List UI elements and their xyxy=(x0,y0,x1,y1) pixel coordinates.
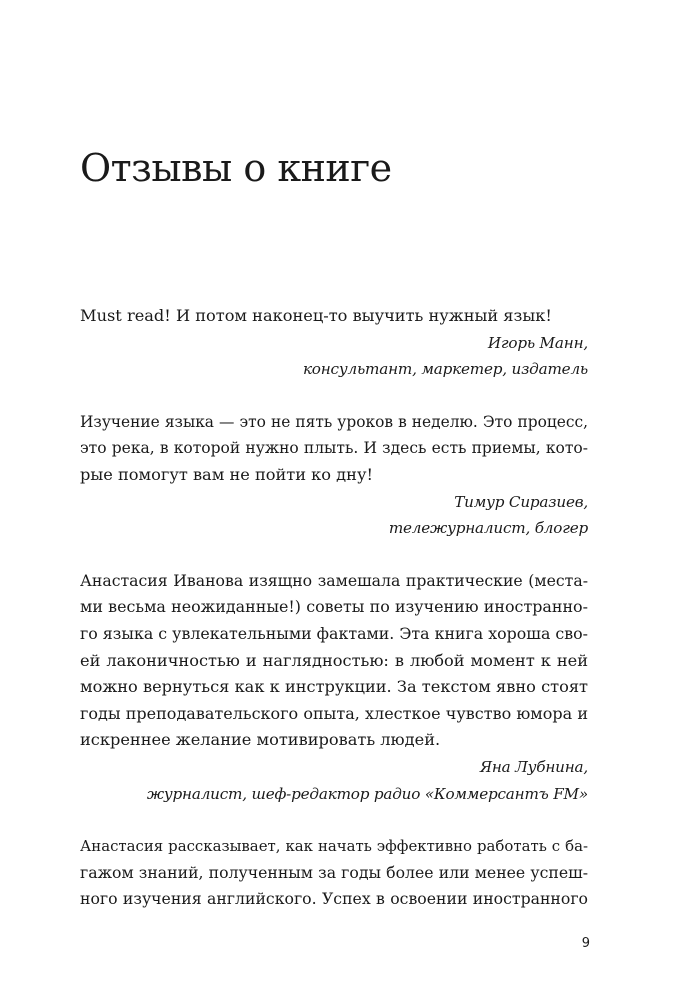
review-text-line: го языка с увлекательными фактами. Эта книга хороша сво- xyxy=(80,623,589,643)
review-text-line: искреннее желание мотивировать людей. xyxy=(80,730,441,750)
page-title: Отзывы о книге xyxy=(80,146,392,190)
review-text-line: годы преподавательского опыта, хлесткое чувство юмора и xyxy=(80,703,588,723)
review-text-line: рые помогут вам не пойти ко дну! xyxy=(80,464,373,484)
reviews-section xyxy=(80,303,588,913)
review-author-role: тележурналист, блогер xyxy=(388,519,588,538)
review-3 xyxy=(80,568,588,807)
review-text-line: ей лаконичностью и наглядностью: в любой момент к ней xyxy=(80,650,588,670)
page-number: 9 xyxy=(581,936,590,951)
review-4 xyxy=(80,833,588,913)
review-author: Тимур Сиразиев, xyxy=(454,492,588,511)
review-text-line: Must read! И потом наконец-то выучить нужный язык! xyxy=(80,306,552,325)
review-author: Яна Лубнина, xyxy=(479,757,588,776)
review-author: Игорь Манн, xyxy=(487,333,588,352)
review-2 xyxy=(80,409,588,542)
review-text-line: это река, в которой нужно плыть. И здесь есть приемы, кото- xyxy=(80,439,588,458)
review-author-role: журналист, шеф-редактор радио «Коммерсантъ FM» xyxy=(146,784,588,803)
review-text-line: Анастасия Иванова изящно замешала практические (места- xyxy=(80,570,588,590)
review-text-line: ного изучения английского. Успех в освоении иностранного xyxy=(80,889,588,909)
review-text-line: ми весьма неожиданные!) советы по изучению иностранно- xyxy=(80,597,588,617)
review-text-line: Анастасия рассказывает, как начать эффективно работать с ба- xyxy=(80,837,588,856)
review-text-line: гажом знаний, полученным за годы более или менее успеш- xyxy=(80,862,588,882)
review-1 xyxy=(80,303,588,383)
review-author-role: консультант, маркетер, издатель xyxy=(302,360,588,379)
review-text-line: Изучение языка — это не пять уроков в неделю. Это процесс, xyxy=(80,412,588,431)
review-text-line: можно вернуться как к инструкции. За текстом явно стоят xyxy=(80,677,588,697)
